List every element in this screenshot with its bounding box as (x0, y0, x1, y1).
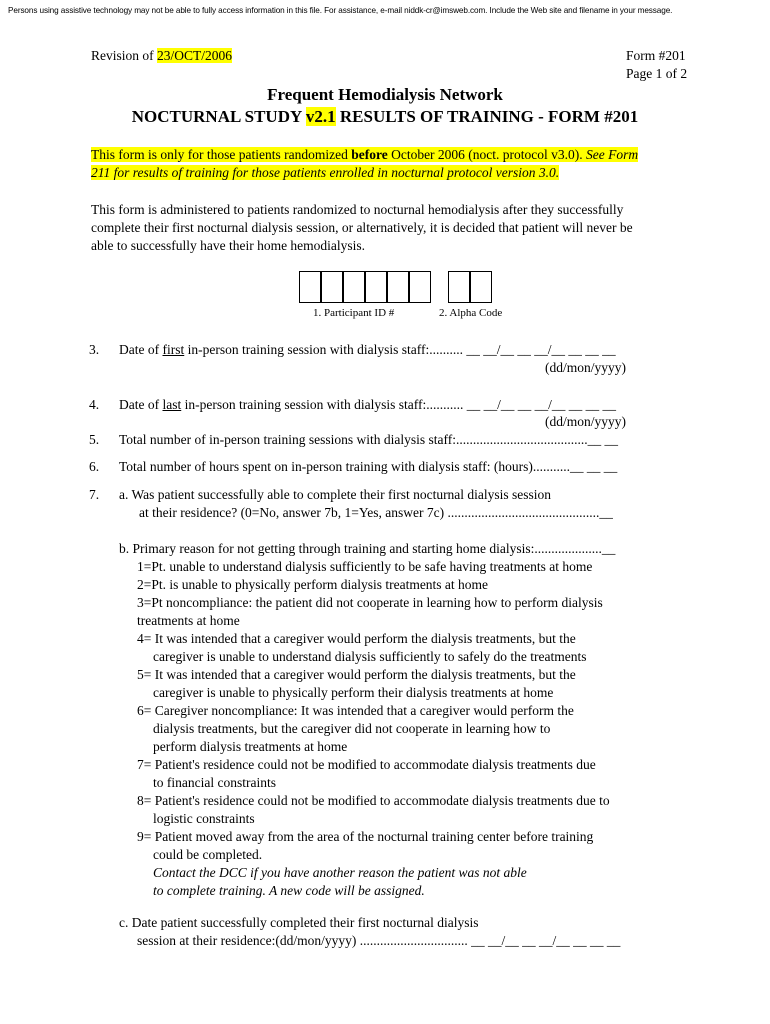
q4-last-session-date[interactable] (119, 397, 616, 413)
title-study-post: RESULTS OF TRAINING - FORM #201 (335, 107, 639, 126)
alpha-code-box[interactable] (448, 271, 470, 303)
participant-id-label: 1. Participant ID # (313, 307, 395, 319)
q7b-option-1: 1=Pt. unable to understand dialysis sufficiently to be safe having treatments at home (137, 559, 593, 574)
q7b-option-3-cont: treatments at home (137, 613, 240, 628)
q7b-option-7-cont: to financial constraints (153, 775, 276, 790)
intro-paragraph-line3: able to successfully have their home hemodialysis. (91, 238, 366, 253)
q7b-question[interactable]: b. Primary reason for not getting through training and starting home dialysis:....................__ (119, 541, 616, 556)
intro-text-l2: 211 for results of training for those patients enrolled in nocturnal protocol version 3.0. (91, 165, 560, 180)
q7b-option-9-cont: could be completed. (153, 847, 263, 862)
intro-before: before (351, 147, 388, 162)
participant-id-box[interactable] (299, 271, 321, 303)
q7b-option-9: 9= Patient moved away from the area of the nocturnal training center before training (137, 829, 594, 844)
form-number: Form #201 (626, 48, 686, 63)
q7b-option-3: 3=Pt noncompliance: the patient did not cooperate in learning how to perform dialysis (137, 595, 603, 610)
intro-highlight-line2 (91, 165, 559, 181)
q6-total-hours[interactable]: Total number of hours spent on in-person training with dialysis staff: (hours)...........__ __ __ (119, 459, 618, 474)
intro-paragraph-line2: complete their first nocturnal dialysis session, or alternatively, it is decided that patient will never be (91, 220, 633, 235)
q7c-date-line[interactable]: session at their residence:(dd/mon/yyyy) ................................ __ __/__ __ __/__ __ __ __ (137, 933, 621, 948)
alpha-code-label: 2. Alpha Code (439, 307, 503, 319)
intro-text-a: This form is only for those patients randomized (91, 147, 352, 162)
q4-last: last (162, 397, 182, 412)
intro-highlight-line1 (91, 147, 638, 163)
q7b-option-6-cont2: perform dialysis treatments at home (153, 739, 348, 754)
q4-date-format: (dd/mon/yyyy) (545, 414, 626, 429)
q3-first: first (162, 342, 185, 357)
q4-number: 4. (89, 397, 100, 412)
intro-paragraph-line1: This form is administered to patients randomized to nocturnal hemodialysis after they successfully (91, 202, 624, 217)
revision-line (91, 48, 232, 64)
q3-text-post: in-person training session with dialysis staff:.......... __ __/__ __ __/__ __ __ __ (184, 342, 616, 357)
q7c-question: c. Date patient successfully completed their first nocturnal dialysis (119, 915, 479, 930)
q7b-contact-note-2: to complete training. A new code will be assigned. (153, 883, 425, 898)
q5-number: 5. (89, 432, 100, 447)
participant-id-box[interactable] (387, 271, 409, 303)
q7b-option-7: 7= Patient's residence could not be modified to accommodate dialysis treatments due (137, 757, 596, 772)
q7a-question: a. Was patient successfully able to complete their first nocturnal dialysis session (119, 487, 552, 502)
q7b-option-5-cont: caregiver is unable to physically perform their dialysis treatments at home (153, 685, 554, 700)
q7b-contact-note-1: Contact the DCC if you have another reason the patient was not able (153, 865, 527, 880)
participant-id-box[interactable] (365, 271, 387, 303)
title-network: Frequent Hemodialysis Network (267, 85, 503, 104)
q7b-option-4: 4= It was intended that a caregiver would perform the dialysis treatments, but the (137, 631, 576, 646)
q7b-option-6: 6= Caregiver noncompliance: It was intended that a caregiver would perform the (137, 703, 574, 718)
q3-text-pre: Date of (119, 342, 163, 357)
accessibility-notice: Persons using assistive technology may not be able to fully access information in this file. For assistance, e-mail niddk-cr@imsweb.com. Include the Web site and filename in your message. (8, 6, 673, 15)
q4-text-pre: Date of (119, 397, 163, 412)
participant-id-box[interactable] (409, 271, 431, 303)
q7b-option-4-cont: caregiver is unable to understand dialysis sufficiently to safely do the treatments (153, 649, 587, 664)
q6-number: 6. (89, 459, 100, 474)
q3-first-session-date[interactable] (119, 342, 616, 358)
q7b-option-5: 5= It was intended that a caregiver would perform the dialysis treatments, but the (137, 667, 576, 682)
revision-date: 23/OCT/2006 (157, 48, 233, 63)
intro-text-c: October 2006 (noct. protocol v3.0). (387, 147, 587, 162)
q7b-option-8: 8= Patient's residence could not be modified to accommodate dialysis treatments due to (137, 793, 610, 808)
participant-id-box[interactable] (343, 271, 365, 303)
intro-see-form: See Form (586, 147, 639, 162)
page-number: Page 1 of 2 (626, 66, 688, 81)
title-version: v2.1 (305, 107, 336, 126)
participant-id-box[interactable] (321, 271, 343, 303)
revision-prefix: Revision of (91, 48, 157, 63)
q7b-option-2: 2=Pt. is unable to physically perform dialysis treatments at home (137, 577, 489, 592)
q7a-answer-line[interactable]: at their residence? (0=No, answer 7b, 1=Yes, answer 7c) .............................................__ (139, 505, 613, 520)
q7b-option-8-cont: logistic constraints (153, 811, 255, 826)
q4-text-post: in-person training session with dialysis staff:........... __ __/__ __ __/__ __ __ __ (181, 397, 616, 412)
title-study (0, 107, 770, 127)
q5-total-sessions[interactable]: Total number of in-person training sessions with dialysis staff:.......................................__ __ (119, 432, 619, 447)
q3-number: 3. (89, 342, 100, 357)
title-study-pre: NOCTURNAL STUDY (131, 107, 306, 126)
alpha-code-box[interactable] (470, 271, 492, 303)
q7b-option-6-cont1: dialysis treatments, but the caregiver did not cooperate in learning how to (153, 721, 551, 736)
q3-date-format: (dd/mon/yyyy) (545, 360, 626, 375)
q7-number: 7. (89, 487, 100, 502)
